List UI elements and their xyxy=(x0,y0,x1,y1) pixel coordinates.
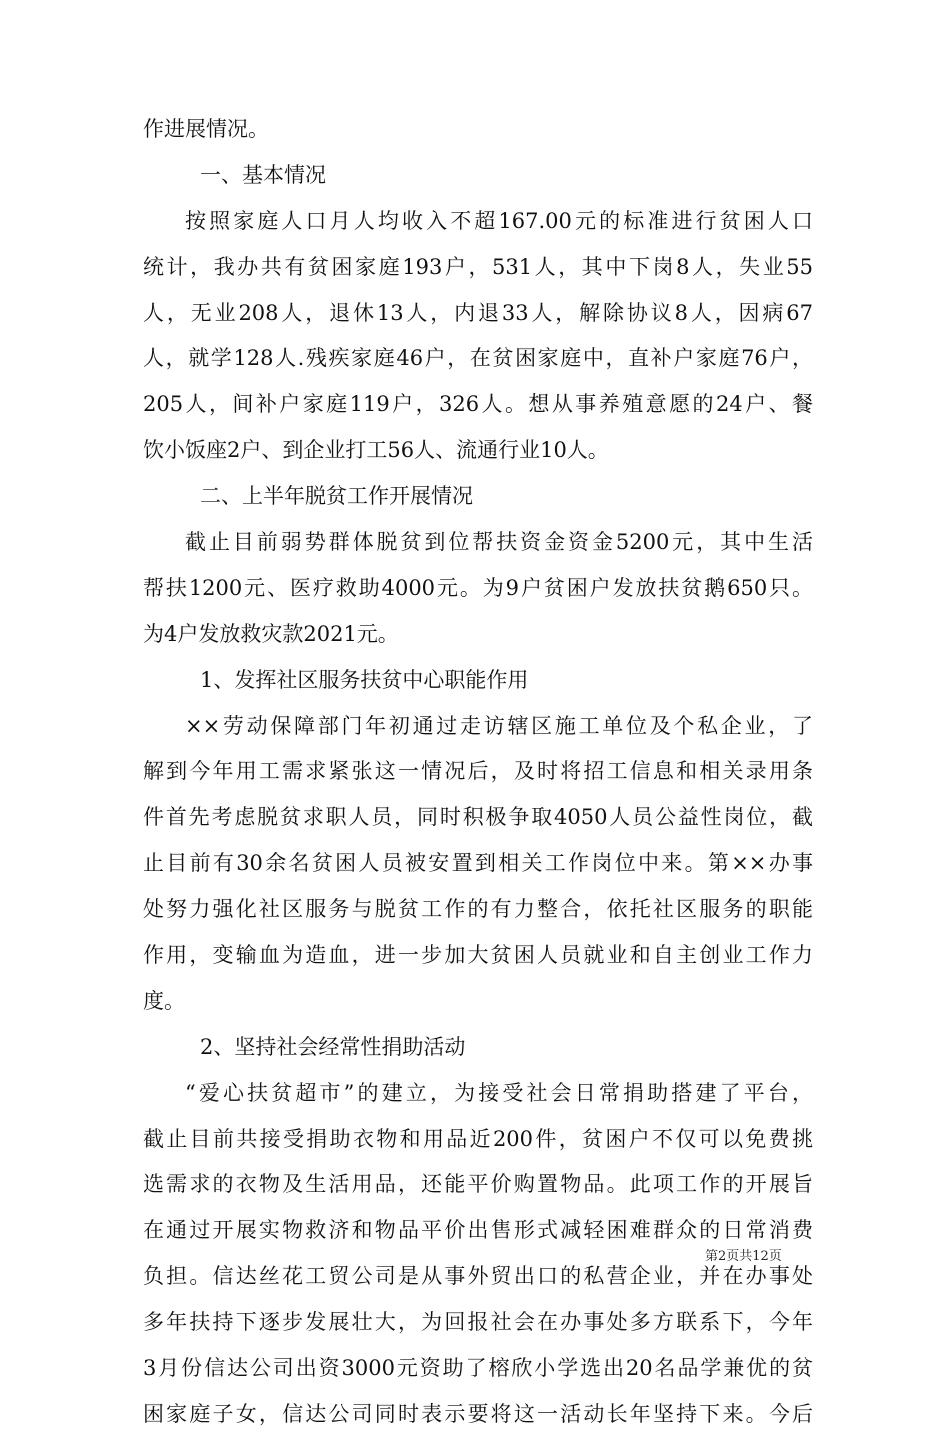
text-line: 解到今年用工需求紧张这一情况后，及时将招工信息和相关录用条 xyxy=(143,759,813,784)
text-line: “爱心扶贫超市”的建立，为接受社会日常捐助搭建了平台， xyxy=(185,1080,813,1105)
text-line: 多年扶持下逐步发展壮大，为回报社会在办事处多方联系下，今年 xyxy=(143,1310,813,1335)
text-line: 在通过开展实物救济和物品平价出售形式减轻困难群众的日常消费 xyxy=(143,1218,813,1243)
section-heading: 1、发挥社区服务扶贫中心职能作用 xyxy=(200,667,529,692)
section-heading: 2、坚持社会经常性捐助活动 xyxy=(200,1034,466,1059)
text-line: 止目前有30余名贫困人员被安置到相关工作岗位中来。第××办事 xyxy=(143,851,813,876)
text-line: 为4户发放救灾款2021元。 xyxy=(143,621,399,646)
text-line: 帮扶1200元、医疗救助4000元。为9户贫困户发放扶贫鹅650只。 xyxy=(143,575,813,600)
text-line: 截止目前共接受捐助衣物和用品近200件，贫困户不仅可以免费挑 xyxy=(143,1126,813,1151)
text-line: 3月份信达公司出资3000元资助了榕欣小学选出20名品学兼优的贫 xyxy=(143,1356,813,1381)
text-line: 处努力强化社区服务与脱贫工作的有力整合，依托社区服务的职能 xyxy=(143,897,813,922)
text-line: 按照家庭人口月人均收入不超167.00元的标准进行贫困人口 xyxy=(185,208,813,233)
text-line: 饮小饭座2户、到企业打工56人、流通行业10人。 xyxy=(143,438,609,463)
document-body xyxy=(143,107,813,1438)
text-line: 选需求的衣物及生活用品，还能平价购置物品。此项工作的开展旨 xyxy=(143,1172,813,1197)
text-line: 困家庭子女，信达公司同时表示要将这一活动长年坚持下来。今后 xyxy=(143,1401,813,1426)
section-heading: 一、基本情况 xyxy=(200,162,326,187)
text-line: 负担。信达丝花工贸公司是从事外贸出口的私营企业，并在办事处 xyxy=(143,1264,813,1289)
text-line: 度。 xyxy=(143,988,185,1013)
text-line: 作用，变输血为造血，进一步加大贫困人员就业和自主创业工作力 xyxy=(143,943,813,968)
text-line: 作进展情况。 xyxy=(143,117,269,141)
section-heading: 二、上半年脱贫工作开展情况 xyxy=(200,484,473,509)
text-line: 统计，我办共有贫困家庭193户，531人，其中下岗8人，失业55 xyxy=(143,254,813,279)
page-number: 第2页共12页 xyxy=(705,1249,782,1264)
text-line: 截止目前弱势群体脱贫到位帮扶资金资金5200元，其中生活 xyxy=(185,530,813,555)
text-line: 人，无业208人，退休13人，内退33人，解除协议8人，因病67 xyxy=(143,300,813,325)
text-line: 人，就学128人.残疾家庭46户，在贫困家庭中，直补户家庭76户， xyxy=(143,346,813,371)
text-line: 件首先考虑脱贫求职人员，同时积极争取4050人员公益性岗位，截 xyxy=(143,805,813,830)
text-line: ××劳动保障部门年初通过走访辖区施工单位及个私企业，了 xyxy=(185,713,813,738)
text-line: 205人，间补户家庭119户，326人。想从事养殖意愿的24户、餐 xyxy=(143,392,813,417)
